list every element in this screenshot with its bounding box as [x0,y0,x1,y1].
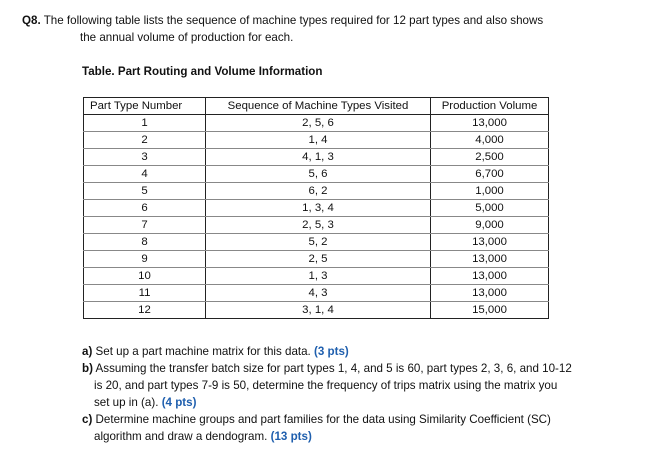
table-row [84,302,549,319]
question-number: Q8. [22,14,41,27]
cell-volume: 4,000 [431,132,549,149]
cell-sequence: 2, 5, 6 [206,115,431,132]
cell-volume: 2,500 [431,149,549,166]
part-b-text-line1: Assuming the transfer batch size for part types 1, 4, and 5 is 60, part types 2, 3, 6, and 10-12 [95,362,572,375]
cell-volume: 13,000 [431,285,549,302]
part-b-label: b) [82,362,93,375]
cell-part: 10 [84,268,206,285]
cell-part: 2 [84,132,206,149]
cell-sequence: 1, 4 [206,132,431,149]
cell-part: 4 [84,166,206,183]
cell-part: 11 [84,285,206,302]
cell-part: 9 [84,251,206,268]
part-a-points: (3 pts) [314,345,349,358]
cell-sequence: 3, 1, 4 [206,302,431,319]
part-b [82,360,622,411]
cell-part: 12 [84,302,206,319]
cell-sequence: 4, 3 [206,285,431,302]
table-title: Table. Part Routing and Volume Information [82,65,323,78]
part-c-text-line1: Determine machine groups and part families for the data using Similarity Coefficient (SC) [95,413,551,426]
cell-sequence: 2, 5 [206,251,431,268]
part-a [82,343,622,360]
table-row [84,251,549,268]
table-row [84,200,549,217]
question-text-line1: The following table lists the sequence of machine types required for 12 part types and also shows [43,14,544,27]
cell-volume: 1,000 [431,183,549,200]
cell-sequence: 2, 5, 3 [206,217,431,234]
cell-part: 8 [84,234,206,251]
cell-part: 7 [84,217,206,234]
cell-part: 3 [84,149,206,166]
part-b-points: (4 pts) [161,396,197,409]
cell-volume: 15,000 [431,302,549,319]
cell-sequence: 1, 3, 4 [206,200,431,217]
cell-volume: 13,000 [431,251,549,268]
table-row [84,166,549,183]
part-b-text-line2: is 20, and part types 7-9 is 50, determine the frequency of trips matrix using the matrix you [94,379,558,392]
cell-volume: 13,000 [431,268,549,285]
part-a-text: Set up a part machine matrix for this data. [95,345,311,358]
routing-table [83,97,549,319]
part-b-text-line3-wrap [82,394,622,411]
part-c-points: (13 pts) [270,430,312,443]
cell-part: 5 [84,183,206,200]
table-row [84,149,549,166]
header-machine-sequence: Sequence of Machine Types Visited [206,98,431,115]
cell-volume: 5,000 [431,200,549,217]
table-row [84,268,549,285]
cell-part: 1 [84,115,206,132]
question-parts [82,343,622,445]
part-b-text-line3: set up in (a). [94,396,159,409]
cell-volume: 6,700 [431,166,549,183]
table-row [84,115,549,132]
header-part-type: Part Type Number [84,98,206,115]
cell-volume: 13,000 [431,115,549,132]
cell-sequence: 6, 2 [206,183,431,200]
part-c [82,411,622,445]
part-a-label: a) [82,345,93,358]
cell-sequence: 5, 2 [206,234,431,251]
part-c-label: c) [82,413,93,426]
question-text-line2: the annual volume of production for each. [80,31,294,44]
table-row [84,132,549,149]
cell-sequence: 5, 6 [206,166,431,183]
cell-volume: 9,000 [431,217,549,234]
part-c-text-line2-wrap [82,428,622,445]
cell-sequence: 1, 3 [206,268,431,285]
cell-part: 6 [84,200,206,217]
table-row [84,217,549,234]
cell-sequence: 4, 1, 3 [206,149,431,166]
part-c-text-line2: algorithm and draw a dendogram. [94,430,268,443]
cell-volume: 13,000 [431,234,549,251]
question-intro [22,12,632,46]
table-header-row [84,98,549,115]
header-production-volume: Production Volume [431,98,549,115]
table-row [84,234,549,251]
table-row [84,285,549,302]
table-row [84,183,549,200]
